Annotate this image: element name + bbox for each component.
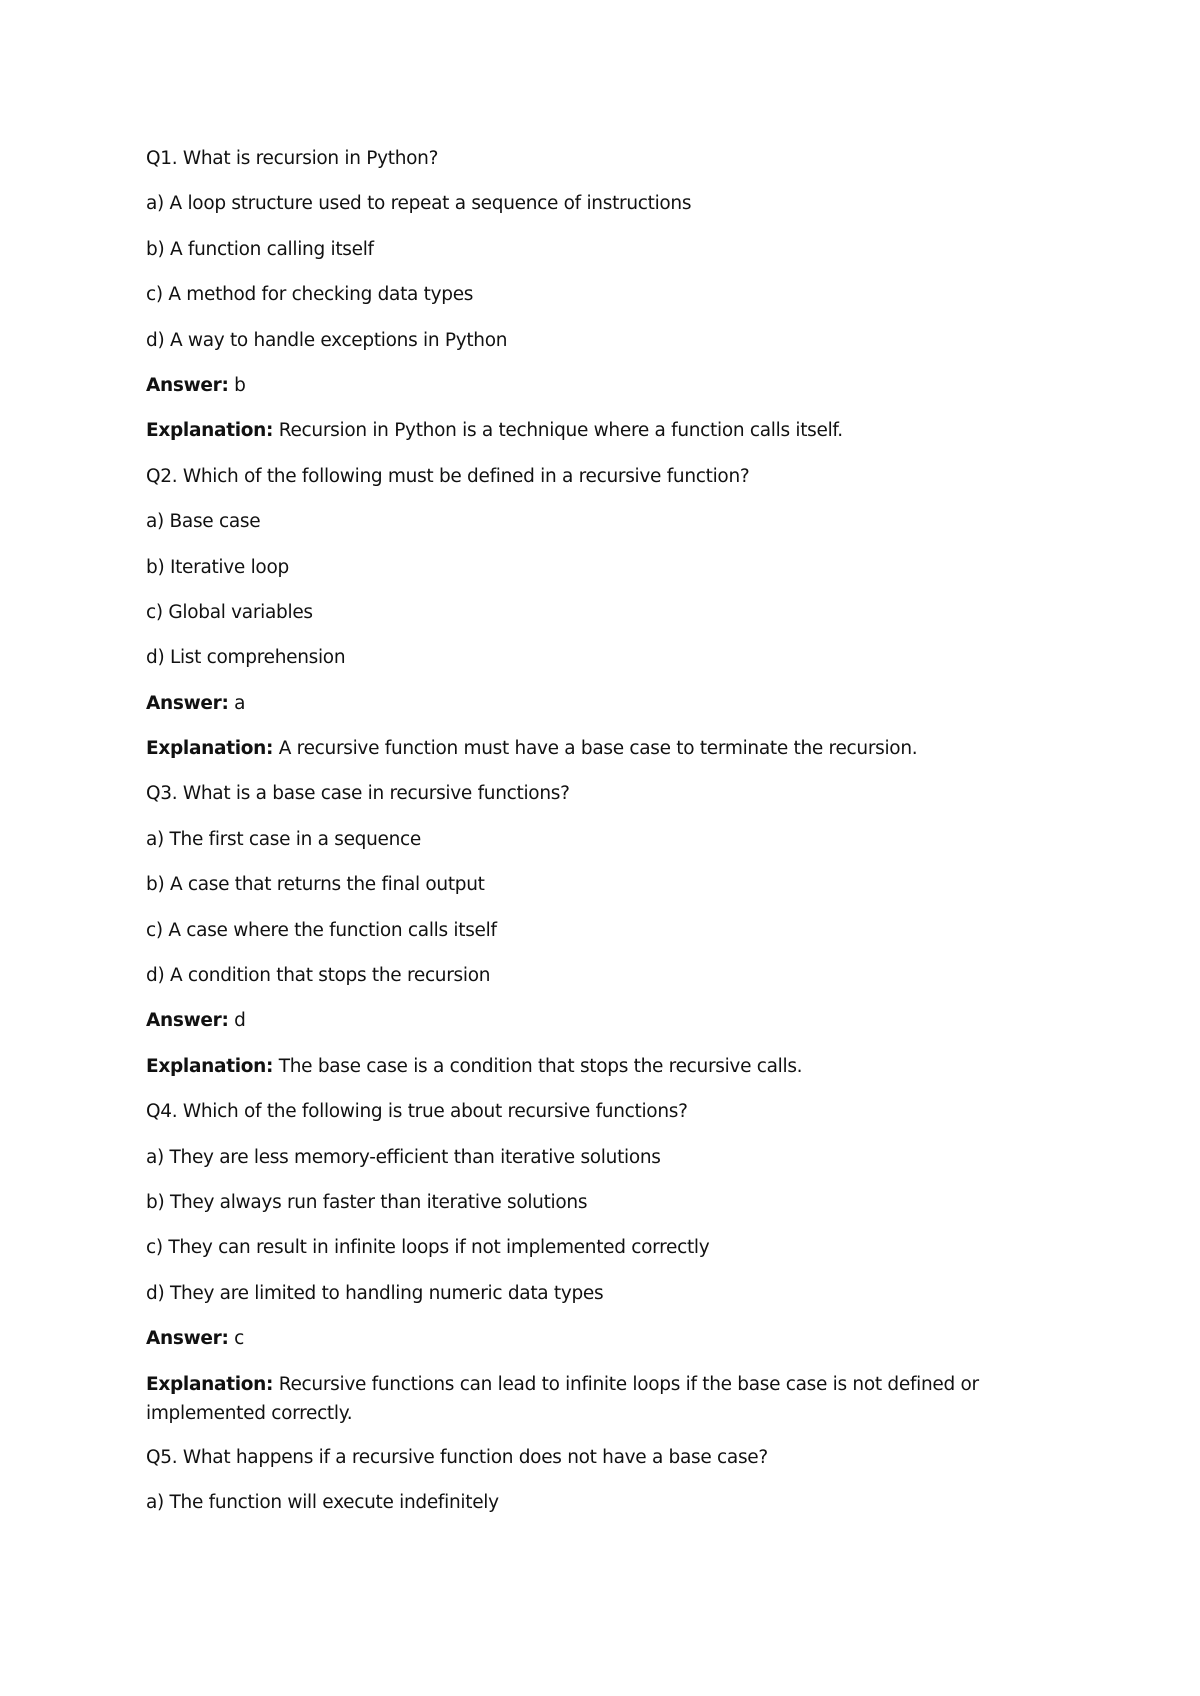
question-1	[146, 144, 1026, 189]
question-2-text: Which of the following must be defined in a recursive function?	[177, 465, 750, 487]
question-1-option-a: a) A loop structure used to repeat a sequence of instructions	[146, 193, 692, 215]
answer-value: b	[228, 374, 246, 396]
answer-label: Answer:	[146, 374, 229, 396]
question-4-explanation	[146, 1370, 1026, 1443]
question-3-option-c: c) A case where the function calls itself	[146, 919, 497, 941]
question-4-number: Q4.	[146, 1101, 178, 1123]
question-4	[146, 1097, 1026, 1142]
question-1-option-b: b) A function calling itself	[146, 238, 374, 260]
question-4-answer	[146, 1324, 1026, 1369]
explanation-label: Explanation:	[146, 1373, 274, 1395]
explanation-text: Recursive functions can lead to infinite loops if the base case is not defined or implemented correctly.	[146, 1373, 979, 1424]
question-4-option-c: c) They can result in infinite loops if not implemented correctly	[146, 1237, 710, 1259]
question-3-option-b: b) A case that returns the final output	[146, 874, 485, 896]
question-3-option-d: d) A condition that stops the recursion	[146, 965, 491, 987]
question-4-text: Which of the following is true about recursive functions?	[177, 1101, 688, 1123]
question-2-option-a: a) Base case	[146, 511, 261, 533]
question-1-option-d: d) A way to handle exceptions in Python	[146, 329, 508, 351]
question-2-option-b: b) Iterative loop	[146, 556, 289, 578]
question-3-answer	[146, 1006, 1026, 1051]
question-2-option-c: c) Global variables	[146, 601, 313, 623]
question-2-number: Q2.	[146, 465, 178, 487]
question-1-answer	[146, 371, 1026, 416]
explanation-label: Explanation:	[146, 1055, 274, 1077]
answer-value: a	[228, 692, 246, 714]
explanation-text: Recursion in Python is a technique where a function calls itself.	[273, 420, 843, 442]
question-3-option-a: a) The first case in a sequence	[146, 828, 421, 850]
explanation-text: A recursive function must have a base case to terminate the recursion.	[273, 738, 918, 760]
question-1-text: What is recursion in Python?	[177, 148, 439, 169]
document-body	[146, 144, 1026, 1533]
question-2-option-d: d) List comprehension	[146, 647, 346, 669]
answer-label: Answer:	[146, 1010, 229, 1032]
answer-label: Answer:	[146, 1328, 229, 1350]
question-1-explanation	[146, 416, 1026, 461]
question-5-text: What happens if a recursive function does not have a base case?	[177, 1446, 768, 1468]
question-2	[146, 462, 1026, 507]
answer-value: d	[228, 1010, 246, 1032]
question-1-number: Q1.	[146, 148, 178, 169]
question-4-option-b: b) They always run faster than iterative solutions	[146, 1191, 588, 1213]
question-5-number: Q5.	[146, 1446, 178, 1468]
question-3-explanation	[146, 1052, 1026, 1097]
question-1-option-c: c) A method for checking data types	[146, 284, 474, 306]
question-4-option-a: a) They are less memory-efficient than iterative solutions	[146, 1146, 661, 1168]
explanation-label: Explanation:	[146, 420, 274, 442]
question-5-option-a: a) The function will execute indefinitely	[146, 1491, 499, 1513]
question-2-answer	[146, 689, 1026, 734]
question-2-explanation	[146, 734, 1026, 779]
question-5	[146, 1443, 1026, 1488]
question-3-text: What is a base case in recursive functions?	[177, 783, 570, 805]
question-4-option-d: d) They are limited to handling numeric data types	[146, 1282, 604, 1304]
answer-value: c	[228, 1328, 245, 1350]
answer-label: Answer:	[146, 692, 229, 714]
explanation-label: Explanation:	[146, 738, 274, 760]
explanation-text: The base case is a condition that stops the recursive calls.	[273, 1055, 803, 1077]
question-3-number: Q3.	[146, 783, 178, 805]
question-3	[146, 779, 1026, 824]
